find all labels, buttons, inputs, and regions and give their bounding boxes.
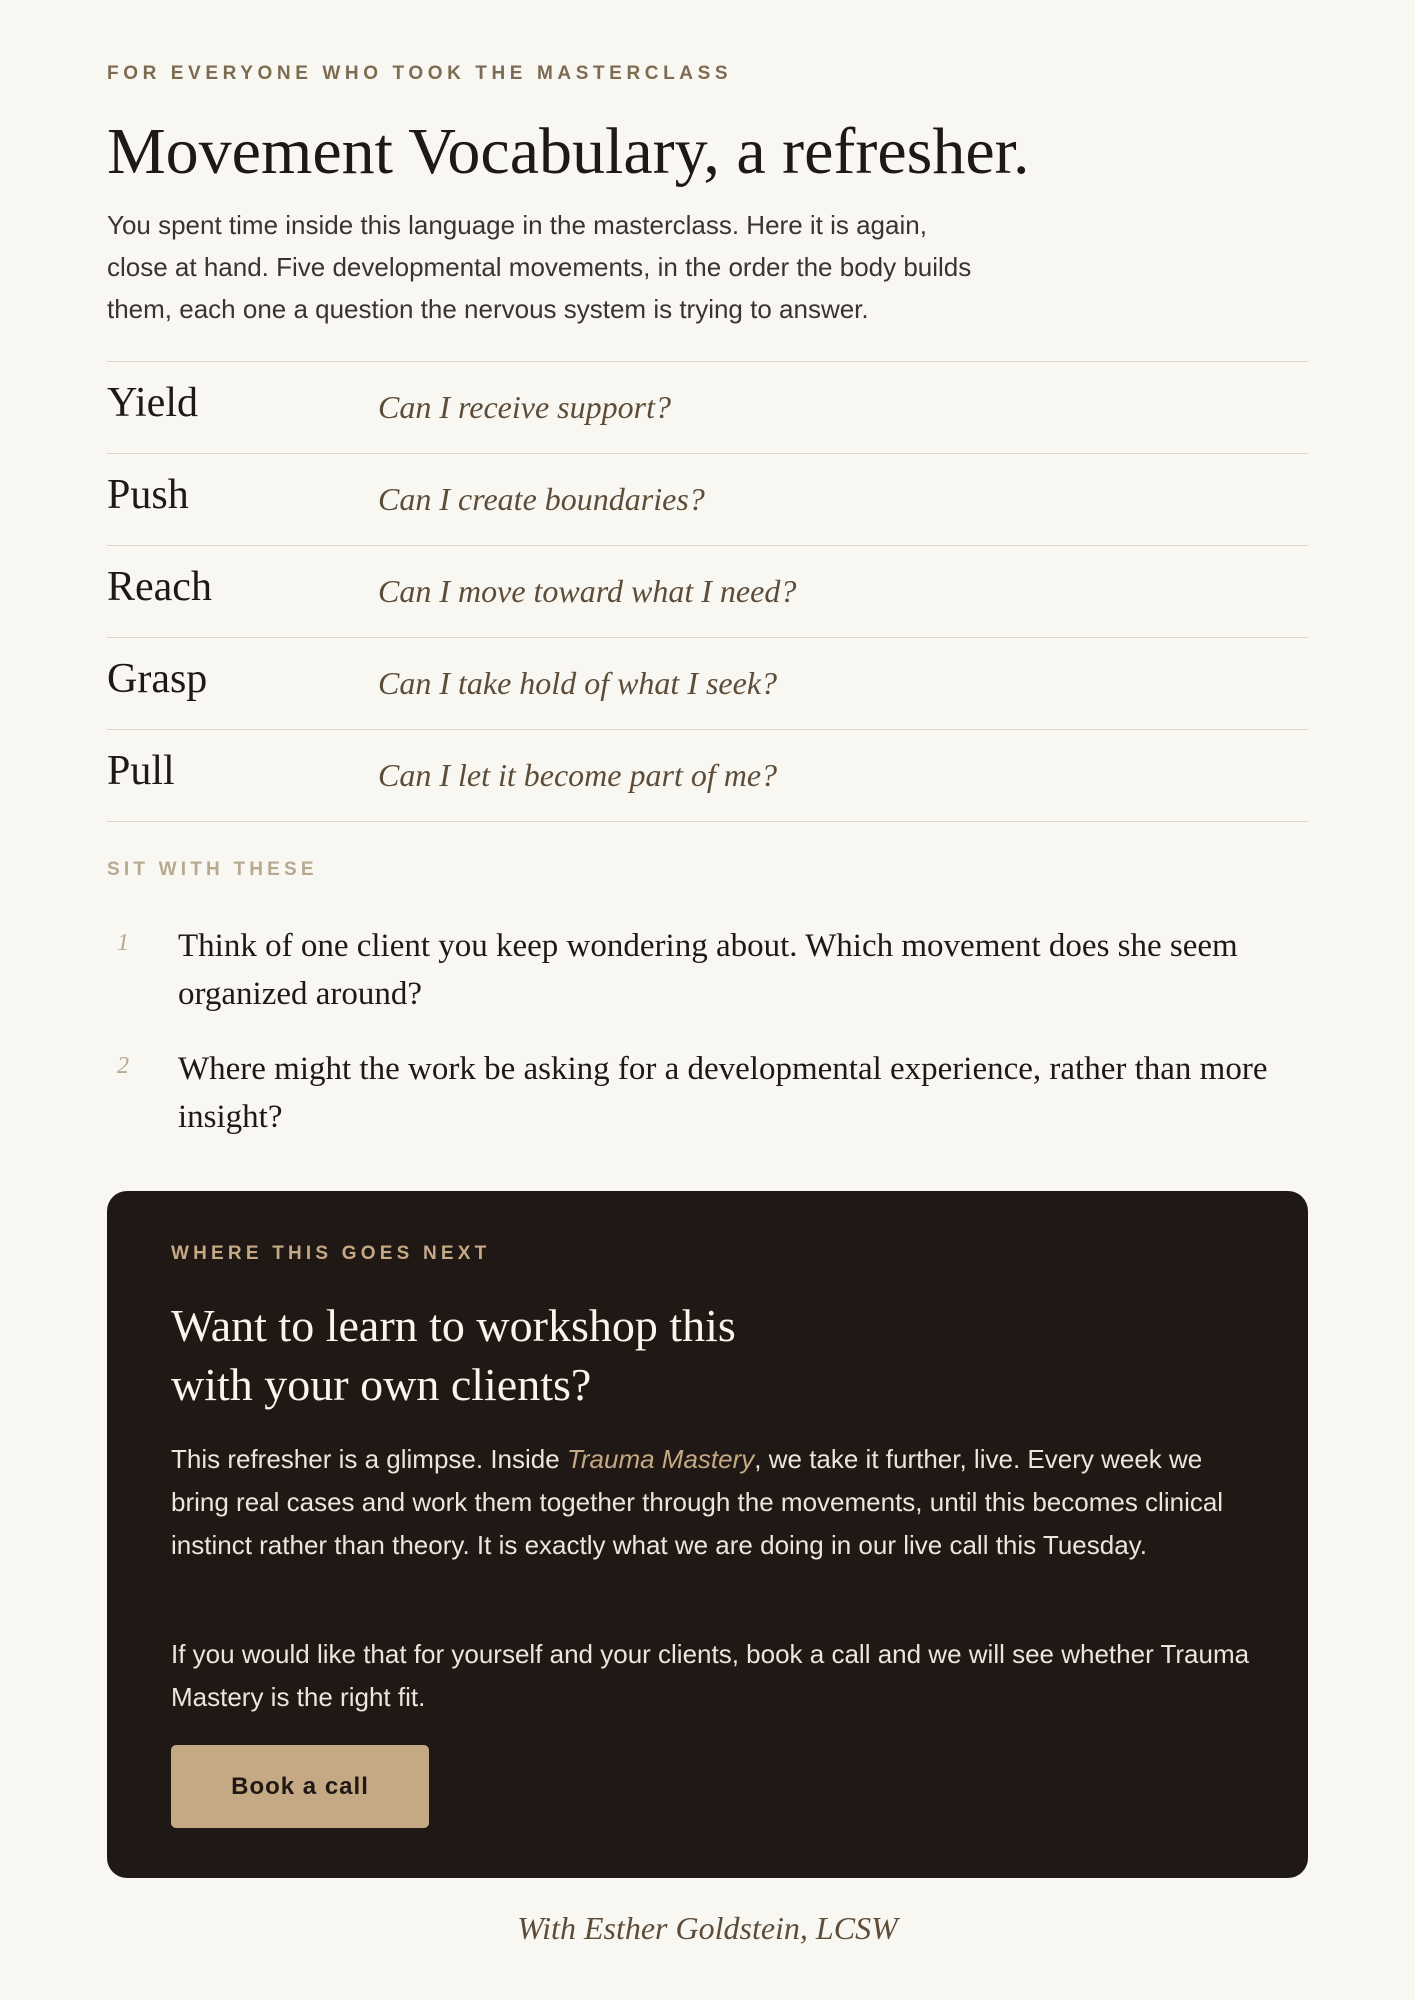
movement-word: Push (107, 472, 189, 518)
intro-line: close at hand. Five developmental movements, in the order the body builds (107, 252, 972, 282)
intro-line: You spent time inside this language in the masterclass. Here it is again, (107, 210, 927, 240)
vocab-row-yield (107, 362, 1308, 454)
footer-signature: With Esther Goldstein, LCSW (517, 1910, 898, 1946)
movement-word: Yield (107, 380, 198, 426)
prompt-line: organized around? (178, 976, 423, 1012)
cta-paragraph-1 (171, 1438, 1261, 1567)
prompt-line: Where might the work be asking for a developmental experience, rather than more (178, 1051, 1268, 1087)
cta-text: , we take it further, live. Every week we bring real cases and work them together through the movements, until this becomes clinical instinct rather than theory. It is exactly what we are doing in our live call this Tuesday. (171, 1444, 1224, 1560)
prompt-text (178, 1045, 1308, 1141)
vocab-row-pull (107, 730, 1308, 822)
cta-heading-line: Want to learn to workshop this (171, 1300, 736, 1351)
movement-question: Can I create boundaries? (378, 481, 705, 517)
movement-question: Can I let it become part of me? (378, 757, 778, 793)
movement-question: Can I take hold of what I seek? (378, 665, 778, 701)
page-title: Movement Vocabulary, a refresher. (107, 115, 1030, 188)
prompt-text (178, 922, 1308, 1018)
intro-paragraph (107, 204, 1027, 330)
cta-heading-line: with your own clients? (171, 1359, 592, 1410)
movement-vocabulary-list (107, 361, 1308, 822)
eyebrow-label: FOR EVERYONE WHO TOOK THE MASTERCLASS (107, 63, 733, 84)
cta-paragraph-2: If you would like that for yourself and your clients, book a call and we will see whether Trauma Mastery is the right fit. (171, 1639, 1250, 1712)
movement-question: Can I receive support? (378, 389, 671, 425)
cta-heading (171, 1296, 871, 1414)
vocab-row-grasp (107, 638, 1308, 730)
cta-text: This refresher is a glimpse. Inside (171, 1444, 567, 1474)
movement-question: Can I move toward what I need? (378, 573, 797, 609)
prompt-number: 2 (117, 1053, 129, 1079)
prompt-line: Think of one client you keep wondering about. Which movement does she seem (178, 928, 1238, 964)
movement-word: Pull (107, 748, 175, 794)
prompt-line: insight? (178, 1099, 283, 1135)
cta-eyebrow: WHERE THIS GOES NEXT (171, 1243, 491, 1264)
movement-word: Reach (107, 564, 212, 610)
movement-word: Grasp (107, 656, 208, 702)
vocab-row-reach (107, 546, 1308, 638)
program-name: Trauma Mastery (566, 1444, 755, 1474)
intro-line: them, each one a question the nervous system is trying to answer. (107, 294, 869, 324)
prompt-number: 1 (117, 930, 129, 956)
vocab-row-push (107, 454, 1308, 546)
reflection-label: SIT WITH THESE (107, 859, 318, 880)
book-call-button[interactable]: Book a call (171, 1745, 429, 1828)
